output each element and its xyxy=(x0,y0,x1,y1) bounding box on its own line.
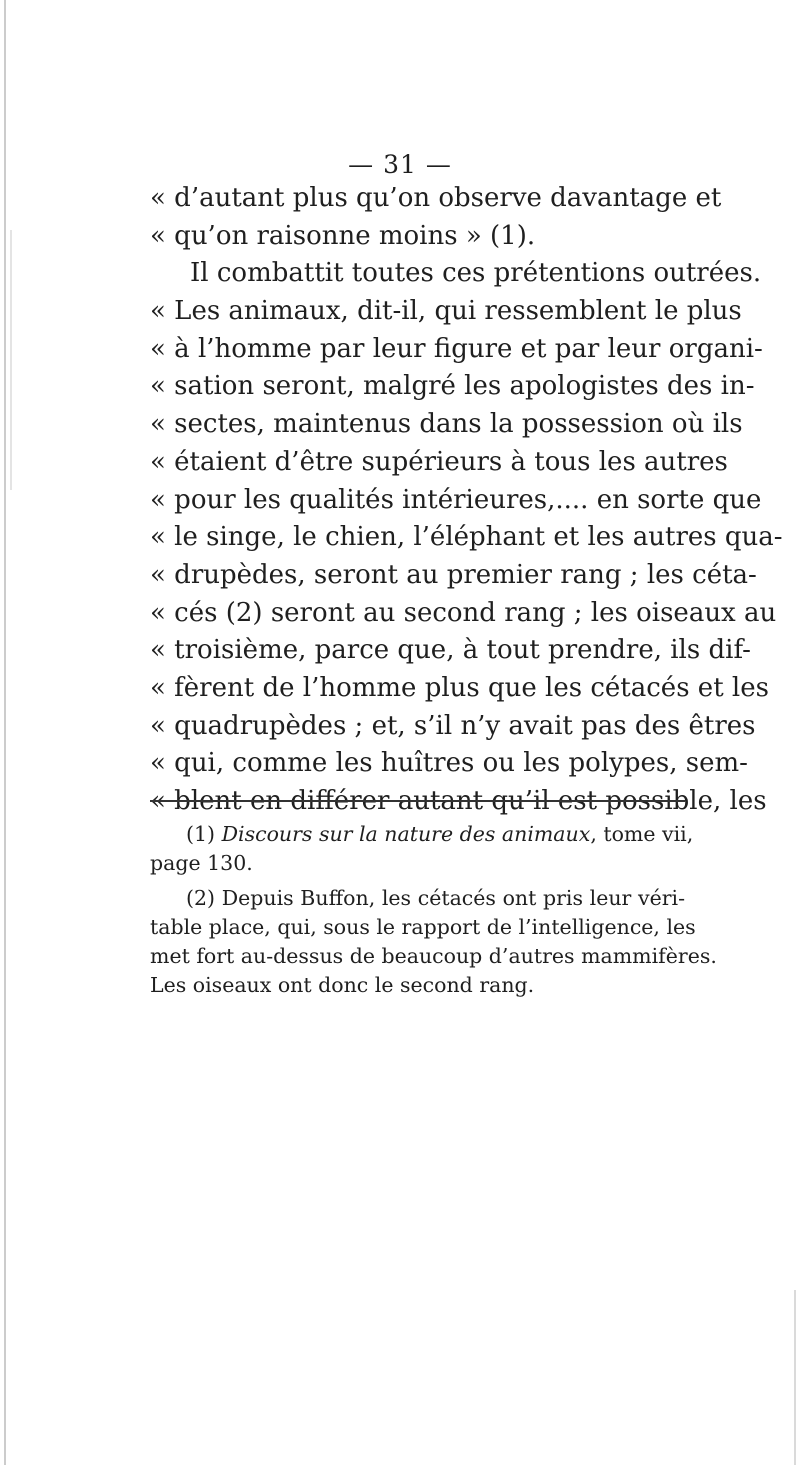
footnote-2 xyxy=(150,884,717,1000)
text-line: « sation seront, malgré les apologistes des in- xyxy=(150,371,755,402)
footnote-2-line: table place, qui, sous le rapport de l’intelligence, les xyxy=(150,915,696,939)
page-edge-shadow xyxy=(4,0,6,1465)
text-line: « d’autant plus qu’on observe davantage et xyxy=(150,183,722,213)
text-line: « cés (2) seront au second rang ; les oiseaux au xyxy=(150,597,777,628)
footnote-1-mark: (1) xyxy=(186,822,216,846)
footnote-divider xyxy=(150,800,685,802)
text-line: « Les animaux, dit-il, qui ressemblent le plus xyxy=(150,296,742,327)
text-line: Il combattit toutes ces prétentions outrées. xyxy=(190,258,762,289)
text-line: « qui, comme les huîtres ou les polypes, sem- xyxy=(150,748,748,779)
body-text xyxy=(150,180,783,821)
text-line: « quadrupèdes ; et, s’il n’y avait pas des êtres xyxy=(150,710,756,741)
footnote-1-line: page 130. xyxy=(150,851,253,875)
text-line: « troisième, parce que, à tout prendre, ils dif- xyxy=(150,635,751,666)
page-edge-shadow-inner xyxy=(10,230,12,490)
text-line: « à l’homme par leur figure et par leur organi- xyxy=(150,333,763,364)
page-edge-shadow-right xyxy=(794,1290,796,1465)
footnote-2-line: met fort au-dessus de beaucoup d’autres mammifères. xyxy=(150,944,717,968)
footnote-1-title: Discours sur la nature des animaux xyxy=(221,822,591,846)
footnotes xyxy=(150,820,717,1006)
footnote-2-line: (2) Depuis Buffon, les cétacés ont pris leur véri- xyxy=(186,886,685,910)
text-line: « sectes, maintenus dans la possession où ils xyxy=(150,409,743,440)
footnote-1 xyxy=(150,820,694,878)
text-line: « qu’on raisonne moins » (1). xyxy=(150,220,536,251)
text-line: « pour les qualités intérieures,.... en sorte que xyxy=(150,484,762,515)
text-line: « fèrent de l’homme plus que les cétacés et les xyxy=(150,672,769,703)
footnote-1-rest: , tome vii, xyxy=(590,822,694,846)
text-line: « étaient d’être supérieurs à tous les autres xyxy=(150,446,728,477)
footnote-2-line: Les oiseaux ont donc le second rang. xyxy=(150,973,535,997)
text-line: « drupèdes, seront au premier rang ; les céta- xyxy=(150,559,757,590)
footnote-1-line xyxy=(150,820,694,849)
page-number: — 31 — xyxy=(348,150,452,179)
text-line: « le singe, le chien, l’éléphant et les autres qua- xyxy=(150,522,783,553)
text-line: « blent en différer autant qu’il est possible, les xyxy=(150,786,767,816)
